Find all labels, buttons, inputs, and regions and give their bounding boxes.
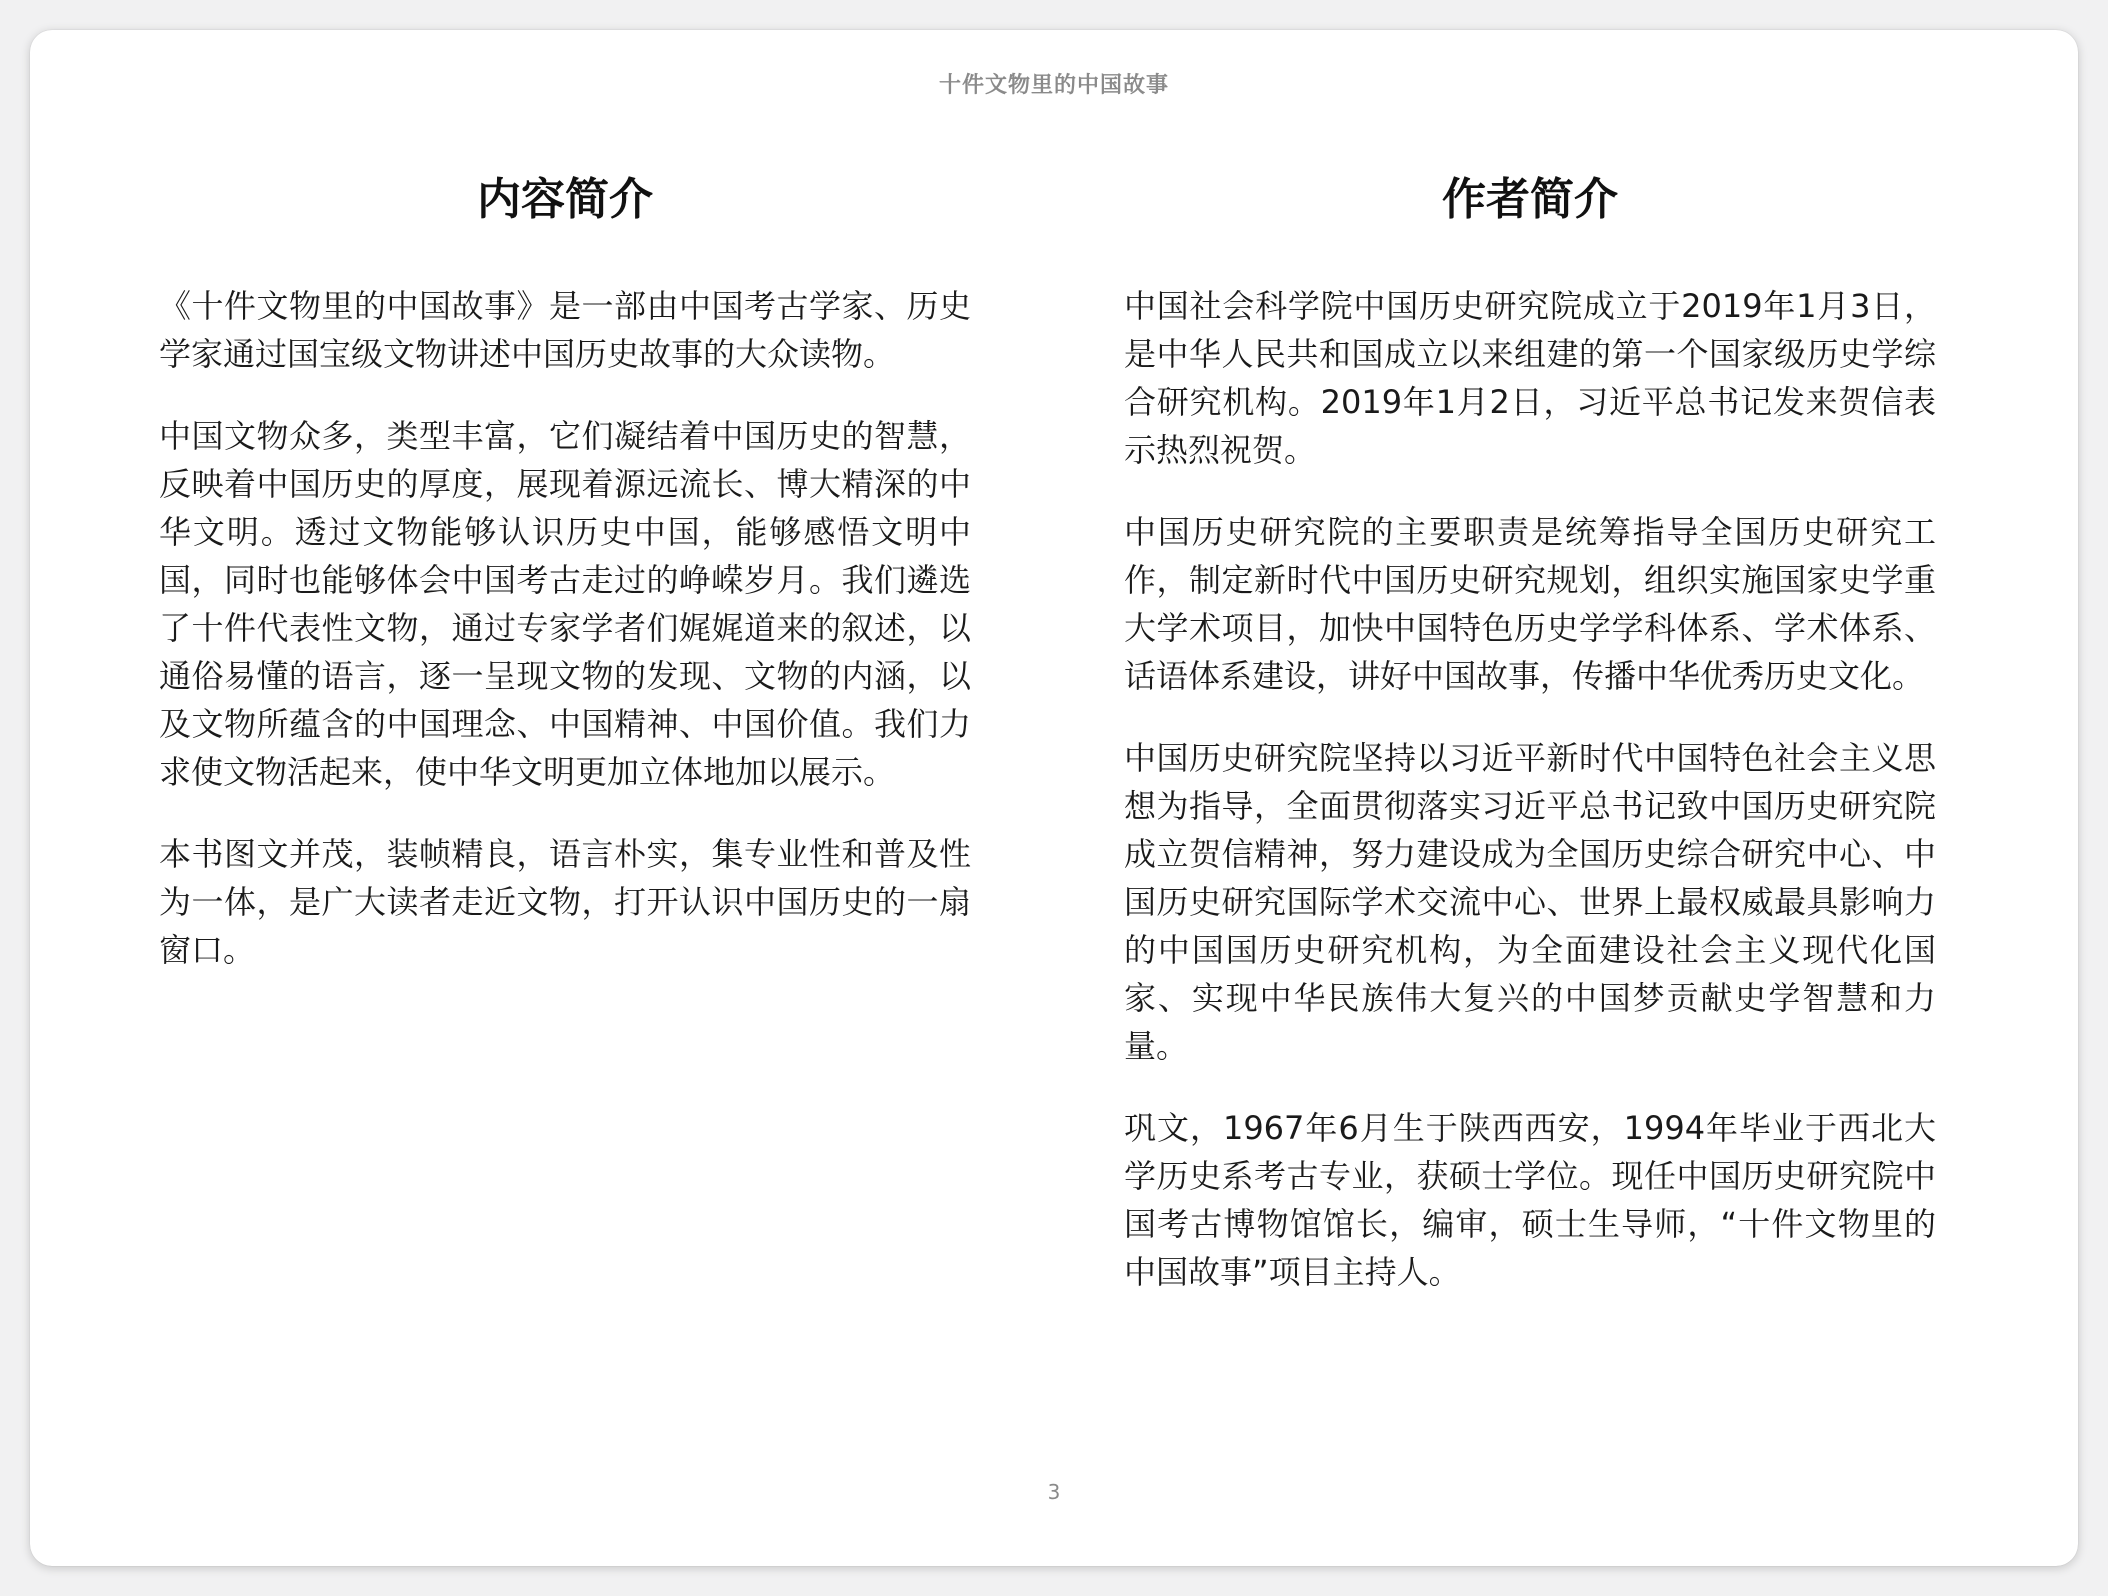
content-intro-heading: 内容简介	[477, 174, 653, 225]
book-page[interactable]	[30, 30, 2078, 1566]
author-intro-paragraph-1: 中国社会科学院中国历史研究院成立于2019年1月3日，是中华人民共和国成立以来组建的第一个国家级历史学综合研究机构。2019年1月2日，习近平总书记发来贺信表示热烈祝贺。	[1124, 287, 1936, 469]
content-intro-paragraph-2: 中国文物众多，类型丰富，它们凝结着中国历史的智慧，反映着中国历史的厚度，展现着源远流长、博大精深的中华文明。透过文物能够认识历史中国，能够感悟文明中国，同时也能够体会中国考古走过的峥嵘岁月。我们遴选了十件代表性文物，通过专家学者们娓娓道来的叙述，以通俗易懂的语言，逐一呈现文物的发现、文物的内涵，以及文物所蕴含的中国理念、中国精神、中国价值。我们力求使文物活起来，使中华文明更加立体地加以展示。	[159, 417, 971, 791]
author-intro-paragraph-4: 巩文，1967年6月生于陕西西安，1994年毕业于西北大学历史系考古专业，获硕士学位。现任中国历史研究院中国考古博物馆馆长，编审，硕士生导师，“十件文物里的中国故事”项目主持人。	[1124, 1109, 1936, 1291]
running-title: 十件文物里的中国故事	[938, 73, 1169, 98]
author-intro-heading: 作者简介	[1442, 174, 1618, 225]
content-intro-paragraph-3: 本书图文并茂，装帧精良，语言朴实，集专业性和普及性为一体，是广大读者走近文物，打开认识中国历史的一扇窗口。	[159, 835, 971, 969]
author-intro-paragraph-2: 中国历史研究院的主要职责是统筹指导全国历史研究工作，制定新时代中国历史研究规划，组织实施国家史学重大学术项目，加快中国特色历史学学科体系、学术体系、话语体系建设，讲好中国故事，传播中华优秀历史文化。	[1124, 513, 1936, 695]
content-intro-paragraph-1: 《十件文物里的中国故事》是一部由中国考古学家、历史学家通过国宝级文物讲述中国历史故事的大众读物。	[159, 287, 971, 373]
content-intro-column	[159, 170, 971, 1008]
author-intro-column	[1124, 170, 1936, 1330]
page-number: 3	[1047, 1480, 1061, 1504]
author-intro-paragraph-3: 中国历史研究院坚持以习近平新时代中国特色社会主义思想为指导，全面贯彻落实习近平总书记致中国历史研究院成立贺信精神，努力建设成为全国历史综合研究中心、中国历史研究国际学术交流中心、世界上最权威最具影响力的中国国历史研究机构，为全面建设社会主义现代化国家、实现中华民族伟大复兴的中国梦贡献史学智慧和力量。	[1124, 739, 1936, 1065]
